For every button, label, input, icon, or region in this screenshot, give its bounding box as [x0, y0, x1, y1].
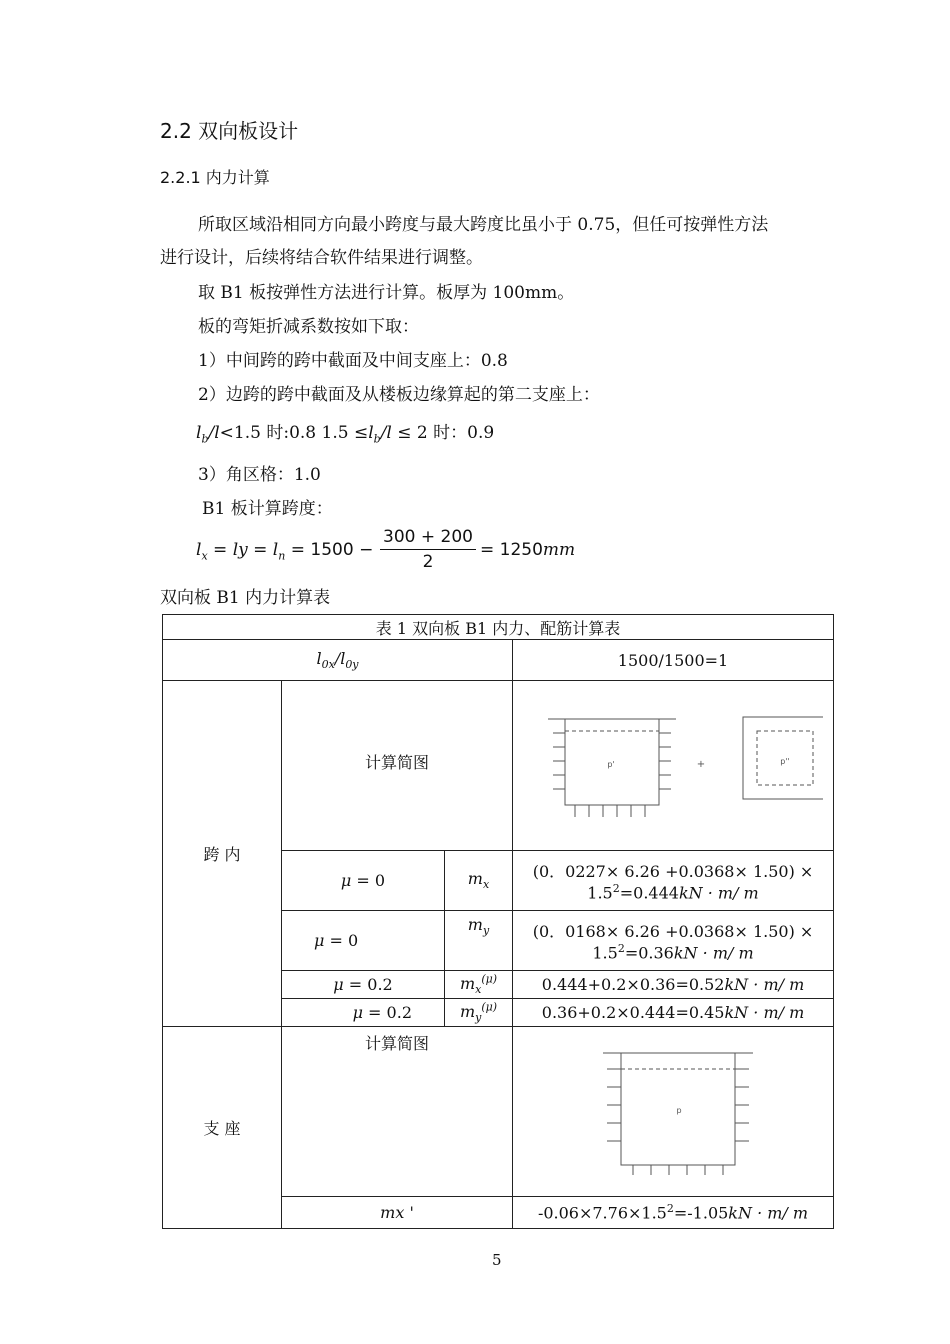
load-label-p-prime: p' [607, 759, 615, 769]
span-diagram-cell [513, 681, 834, 851]
ratio-label: $l_{0x}/l_{0y}$ [163, 640, 513, 681]
ratio-condition-line [196, 418, 494, 445]
paragraph-line: 3）角区格：1.0 [198, 465, 321, 485]
table-title: 表 1 双向板 B1 内力、配筋计算表 [163, 615, 834, 640]
mu-cell: μ = 0 [282, 911, 445, 971]
paragraph-line: 进行设计，后续将结合软件结果进行调整。 [160, 248, 483, 268]
mu-cell: μ = 0 [282, 851, 445, 911]
paragraph-line: 2）边跨的跨中截面及从楼板边缘算起的第二支座上： [198, 385, 600, 405]
moment-value-cell [513, 911, 834, 971]
moment-value-line: $1.5^2=0.444kN \cdot m/$ m [587, 881, 759, 903]
ratio-symbol: $l_b/l$ [368, 423, 392, 446]
moment-symbol-cell: $m_x^{(\mu)}$ [445, 971, 513, 999]
mu-cell: μ = 0.2 [282, 999, 445, 1027]
moment-value-cell: 0.36+0.2×0.444=0.45kN · m/ m [513, 999, 834, 1027]
condition-text: ≤ 2 时：0.9 [397, 423, 495, 443]
moment-value-line: (0．0168× 6.26 +0.0368× 1.50) × [532, 921, 814, 941]
span-formula-right: = 1250mm [480, 540, 576, 560]
fraction-denominator: 2 [422, 552, 434, 572]
moment-symbol-cell: $m_y$ [445, 911, 513, 971]
moment-value-cell [513, 851, 834, 911]
section-title: 2.2 双向板设计 [160, 119, 299, 143]
moment-value-line: $1.5^2=0.36kN \cdot m/$ m [592, 941, 754, 963]
support-label: 支 座 [163, 1027, 282, 1229]
mu-cell: μ = 0.2 [282, 971, 445, 999]
paragraph-line: 取 B1 板按弹性方法进行计算。板厚为 100mm。 [198, 283, 575, 303]
support-diagram-cell [513, 1027, 834, 1197]
moment-value-line: (0．0227× 6.26 +0.0368× 1.50) × [532, 861, 814, 881]
paragraph-line: B1 板计算跨度： [202, 499, 333, 519]
span-formula-left: $l_x$ = ly = $l_n = 1500$ − [196, 540, 374, 563]
internal-force-table [162, 614, 834, 1229]
moment-value-cell: 0.444+0.2×0.36=0.52kN · m/ m [513, 971, 834, 999]
support-moment-value: $-0.06\times 7.76\times 1.5^2=-1.05kN \cdot m/$ m [513, 1197, 834, 1229]
ratio-value: 1500/1500=1 [513, 640, 834, 681]
moment-symbol-cell: $m_y^{(\mu)}$ [445, 999, 513, 1027]
span-formula-fraction [380, 527, 476, 572]
subsection-title: 2.2.1 内力计算 [160, 168, 270, 187]
load-label-p: p [676, 1105, 682, 1115]
table-caption-outer: 双向板 B1 内力计算表 [160, 588, 331, 608]
moment-symbol-cell: $m_x$ [445, 851, 513, 911]
paragraph-line: 所取区域沿相同方向最小跨度与最大跨度比虽小于 0.75，但任可按弹性方法 [198, 215, 769, 235]
plus-sign: + [696, 758, 706, 770]
paragraph-line: 板的弯矩折减系数按如下取： [198, 317, 419, 337]
support-moment-symbol: mx ' [282, 1197, 513, 1229]
condition-text: <1.5 时:0.8 1.5 ≤ [219, 423, 369, 443]
span-label: 跨 内 [163, 681, 282, 1027]
support-load-diagram [583, 1045, 763, 1175]
paragraph-line: 1）中间跨的跨中截面及中间支座上：0.8 [198, 351, 508, 371]
load-label-p-dprime: p'' [780, 756, 790, 766]
diagram-label: 计算简图 [282, 1027, 513, 1197]
diagram-label: 计算简图 [282, 681, 513, 851]
fraction-numerator: 300 + 200 [383, 527, 473, 547]
page-number: 5 [492, 1251, 502, 1269]
span-load-diagram [523, 709, 823, 819]
ratio-symbol: $l_b/l$ [196, 423, 220, 446]
